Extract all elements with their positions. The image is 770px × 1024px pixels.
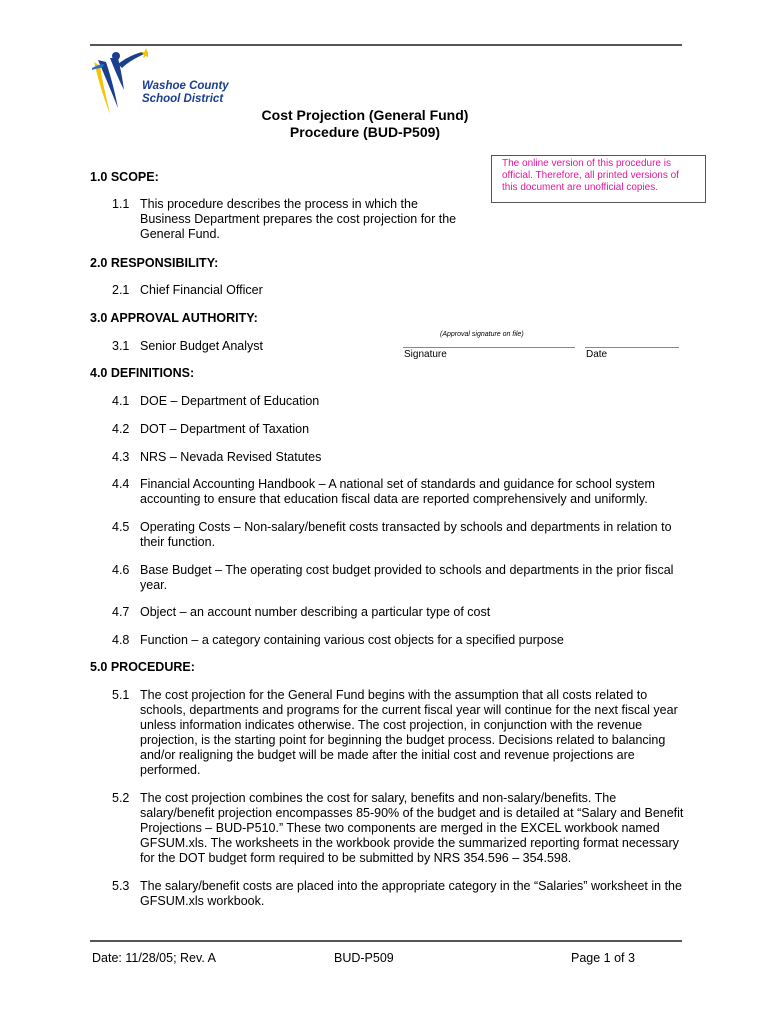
item-number: 4.5 [112,520,130,534]
list-item [112,633,684,648]
item-number: 4.7 [112,605,130,619]
item-number: 4.3 [112,450,130,464]
footer-doc-id: BUD-P509 [334,951,394,965]
item-number: 5.1 [112,688,130,702]
list-item [112,283,684,298]
item-number: 4.4 [112,477,130,491]
bottom-rule [90,940,682,942]
section-heading-scope: 1.0 SCOPE: [90,170,159,184]
logo-wordmark [142,80,229,105]
item-text: Senior Budget Analyst [140,339,263,353]
item-number: 4.1 [112,394,130,408]
signature-label: Signature [404,349,447,359]
item-number: 2.1 [112,283,130,297]
list-item [112,605,684,620]
item-text: DOT – Department of Taxation [140,422,310,436]
section-heading-responsibility: 2.0 RESPONSIBILITY: [90,256,219,270]
approval-note: (Approval signature on file) [440,331,524,338]
list-item [112,422,684,437]
item-text: Function – a category containing various cost objects for a specified purpose [140,633,564,647]
item-number: 3.1 [112,339,130,353]
date-label: Date [586,349,608,359]
signature-line [403,347,575,348]
list-item [112,197,462,242]
section-heading-definitions: 4.0 DEFINITIONS: [90,366,195,380]
section-heading-procedure: 5.0 PROCEDURE: [90,660,195,674]
item-number: 5.3 [112,879,130,893]
item-text: Operating Costs – Non-salary/benefit costs transacted by schools and departments in relation to their function. [140,520,672,549]
item-text: The salary/benefit costs are placed into the appropriate category in the “Salaries” worksheet in the GFSUM.xls workbook. [140,879,682,908]
document-title: Cost Projection (General Fund) [261,107,469,123]
list-item [112,450,684,465]
date-line [585,347,679,348]
list-item [112,477,684,507]
list-item [112,791,684,866]
item-number: 4.2 [112,422,130,436]
item-text: Object – an account number describing a particular type of cost [140,605,491,619]
official-version-notice: The online version of this procedure is official. Therefore, all printed versions of this document are unofficial copies. [491,155,706,203]
logo-line-1: Washoe County [142,80,229,92]
item-text: This procedure describes the process in which the Business Department prepares the cost projection for the General Fund. [140,197,457,241]
footer-date: Date: 11/28/05; Rev. A [92,951,216,965]
item-number: 1.1 [112,197,130,211]
item-number: 4.6 [112,563,130,577]
item-text: The cost projection combines the cost for salary, benefits and non-salary/benefits. The salary/benefit projection encompasses 85-90% of the budget and is detailed at “Salary and Benefit Projections – BUD-P510.” These two components are merged in the EXCEL workbook named GFSUM.xls. The worksheets in the workbook provide the summarized reporting format necessary for the DOT budget form required to be submitted by NRS 354.596 – 354.598. [140,791,684,865]
list-item [112,520,684,550]
list-item [112,879,684,909]
list-item [112,394,684,409]
section-heading-approval-authority: 3.0 APPROVAL AUTHORITY: [90,311,258,325]
item-text: NRS – Nevada Revised Statutes [140,450,322,464]
item-text: The cost projection for the General Fund begins with the assumption that all costs related to schools, departments and programs for the current fiscal year will continue for the next fiscal year unless information indicates otherwise. The cost projection, in conjunction with the revenue projection, is the starting point for beginning the budget process. Decisions related to balancing and/or realigning the budget will be made after the initial cost and revenue projections are performed. [140,688,678,777]
footer-page-number: Page 1 of 3 [571,951,635,965]
item-number: 4.8 [112,633,130,647]
list-item [112,563,684,593]
item-text: DOE – Department of Education [140,394,320,408]
item-text: Base Budget – The operating cost budget provided to schools and departments in the prior fiscal year. [140,563,674,592]
top-rule [90,44,682,46]
document-subtitle: Procedure (BUD-P509) [289,124,441,140]
list-item [112,688,684,778]
item-text: Financial Accounting Handbook – A national set of standards and guidance for school system accounting to ensure that education fiscal data are reported comprehensively and uniformly. [140,477,655,506]
logo-line-2: School District [142,92,224,105]
list-item [112,339,372,354]
item-number: 5.2 [112,791,130,805]
item-text: Chief Financial Officer [140,283,263,297]
